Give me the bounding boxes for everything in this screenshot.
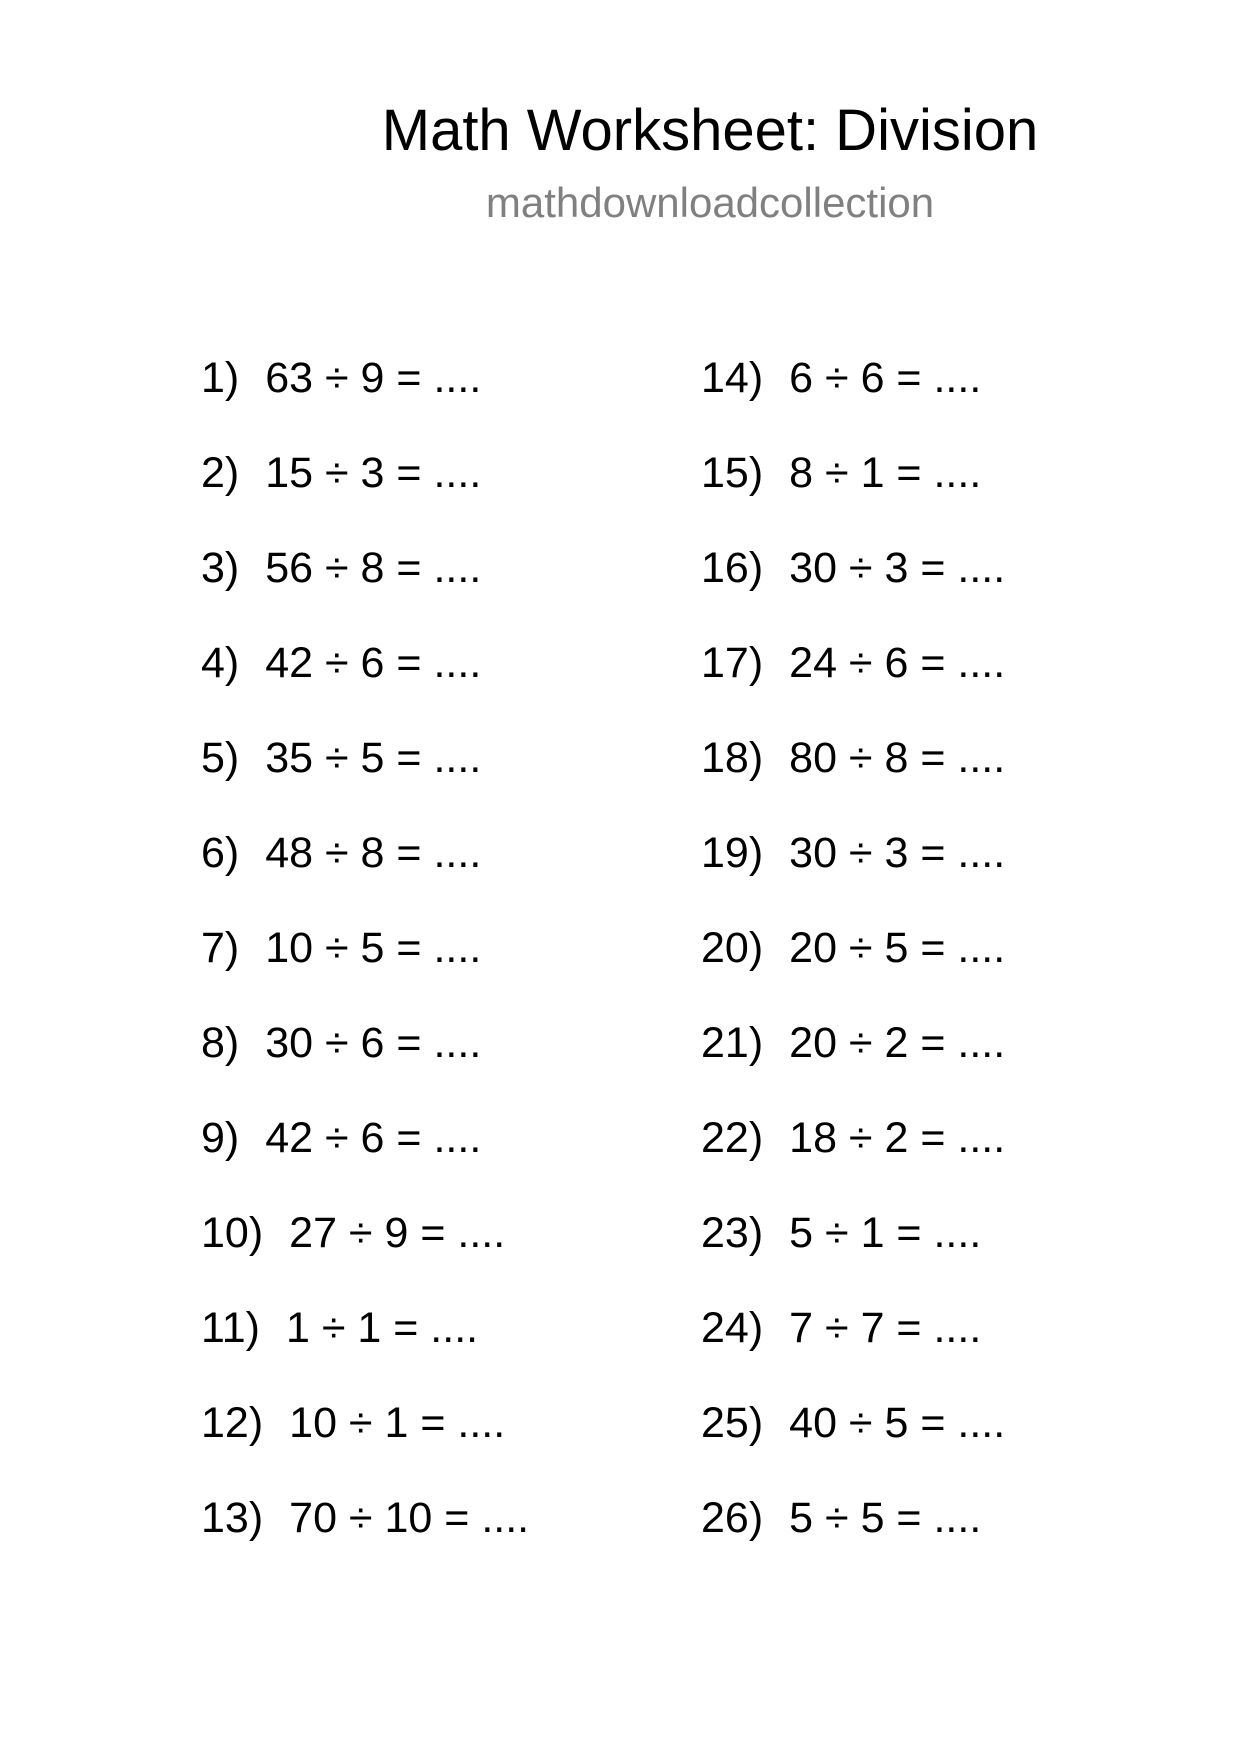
problem-expression: 8 ÷ 1 = .... xyxy=(789,449,982,497)
problem-item xyxy=(201,542,529,637)
problem-item xyxy=(201,1017,529,1112)
problem-item xyxy=(701,922,1005,1017)
problem-expression: 56 ÷ 8 = .... xyxy=(265,544,482,592)
problem-item xyxy=(201,352,529,447)
problem-expression: 42 ÷ 6 = .... xyxy=(265,639,482,687)
problem-number: 16) xyxy=(701,544,764,592)
problem-expression: 63 ÷ 9 = .... xyxy=(265,354,482,402)
problem-expression: 70 ÷ 10 = .... xyxy=(289,1494,530,1542)
problem-item xyxy=(701,1017,1005,1112)
problem-item xyxy=(701,542,1005,637)
problem-item xyxy=(701,352,1005,447)
problem-item xyxy=(201,732,529,827)
problem-item xyxy=(701,1492,1005,1587)
problem-number: 2) xyxy=(201,449,240,497)
problem-expression: 40 ÷ 5 = .... xyxy=(789,1399,1006,1447)
problem-item xyxy=(201,1397,529,1492)
problem-expression: 10 ÷ 5 = .... xyxy=(265,924,482,972)
problem-number: 18) xyxy=(701,734,764,782)
problem-number: 12) xyxy=(201,1399,264,1447)
problem-number: 11) xyxy=(201,1304,260,1352)
problem-item xyxy=(201,1207,529,1302)
worksheet-subtitle: mathdownloadcollection xyxy=(485,179,935,226)
problem-column-right xyxy=(701,352,1005,1587)
problem-item xyxy=(701,827,1005,922)
problem-item xyxy=(201,1492,529,1587)
problem-expression: 7 ÷ 7 = .... xyxy=(789,1304,982,1352)
problem-item xyxy=(201,922,529,1017)
problem-expression: 80 ÷ 8 = .... xyxy=(789,734,1006,782)
problem-expression: 6 ÷ 6 = .... xyxy=(789,354,982,402)
problem-number: 19) xyxy=(701,829,764,877)
problem-number: 3) xyxy=(201,544,240,592)
problem-number: 21) xyxy=(701,1019,764,1067)
problem-expression: 30 ÷ 6 = .... xyxy=(265,1019,482,1067)
problem-expression: 20 ÷ 5 = .... xyxy=(789,924,1006,972)
problem-number: 9) xyxy=(201,1114,240,1162)
problem-item xyxy=(201,637,529,732)
problem-expression: 18 ÷ 2 = .... xyxy=(789,1114,1006,1162)
problem-item xyxy=(201,1302,529,1397)
problem-number: 26) xyxy=(701,1494,764,1542)
problem-item xyxy=(701,732,1005,827)
problem-number: 20) xyxy=(701,924,764,972)
problem-item xyxy=(201,447,529,542)
problem-item xyxy=(201,1112,529,1207)
problem-item xyxy=(701,637,1005,732)
problem-number: 22) xyxy=(701,1114,764,1162)
problem-expression: 5 ÷ 1 = .... xyxy=(789,1209,982,1257)
problem-expression: 1 ÷ 1 = .... xyxy=(285,1304,479,1352)
problem-item xyxy=(701,1397,1005,1492)
problem-expression: 35 ÷ 5 = .... xyxy=(265,734,482,782)
problem-item xyxy=(201,827,529,922)
problem-number: 6) xyxy=(201,829,240,877)
problem-expression: 48 ÷ 8 = .... xyxy=(265,829,482,877)
problem-expression: 30 ÷ 3 = .... xyxy=(789,829,1006,877)
problem-expression: 30 ÷ 3 = .... xyxy=(789,544,1006,592)
problem-number: 4) xyxy=(201,639,240,687)
problem-item xyxy=(701,1302,1005,1397)
worksheet-title: Math Worksheet: Division xyxy=(381,98,1039,163)
problem-item xyxy=(701,1207,1005,1302)
problem-expression: 27 ÷ 9 = .... xyxy=(289,1209,506,1257)
problem-number: 25) xyxy=(701,1399,764,1447)
problem-number: 5) xyxy=(201,734,240,782)
problem-expression: 24 ÷ 6 = .... xyxy=(789,639,1006,687)
problem-item xyxy=(701,1112,1005,1207)
problem-expression: 10 ÷ 1 = .... xyxy=(289,1399,506,1447)
problem-number: 8) xyxy=(201,1019,240,1067)
problem-number: 1) xyxy=(201,354,240,402)
problem-expression: 42 ÷ 6 = .... xyxy=(265,1114,482,1162)
problem-expression: 20 ÷ 2 = .... xyxy=(789,1019,1006,1067)
problem-number: 23) xyxy=(701,1209,764,1257)
problem-expression: 5 ÷ 5 = .... xyxy=(789,1494,982,1542)
problem-number: 17) xyxy=(701,639,764,687)
problem-number: 15) xyxy=(701,449,764,497)
problem-number: 13) xyxy=(201,1494,264,1542)
problem-item xyxy=(701,447,1005,542)
problem-column-left xyxy=(201,352,529,1587)
problem-expression: 15 ÷ 3 = .... xyxy=(265,449,482,497)
problem-number: 14) xyxy=(701,354,764,402)
problem-number: 24) xyxy=(701,1304,764,1352)
problem-number: 7) xyxy=(201,924,240,972)
problem-number: 10) xyxy=(201,1209,264,1257)
